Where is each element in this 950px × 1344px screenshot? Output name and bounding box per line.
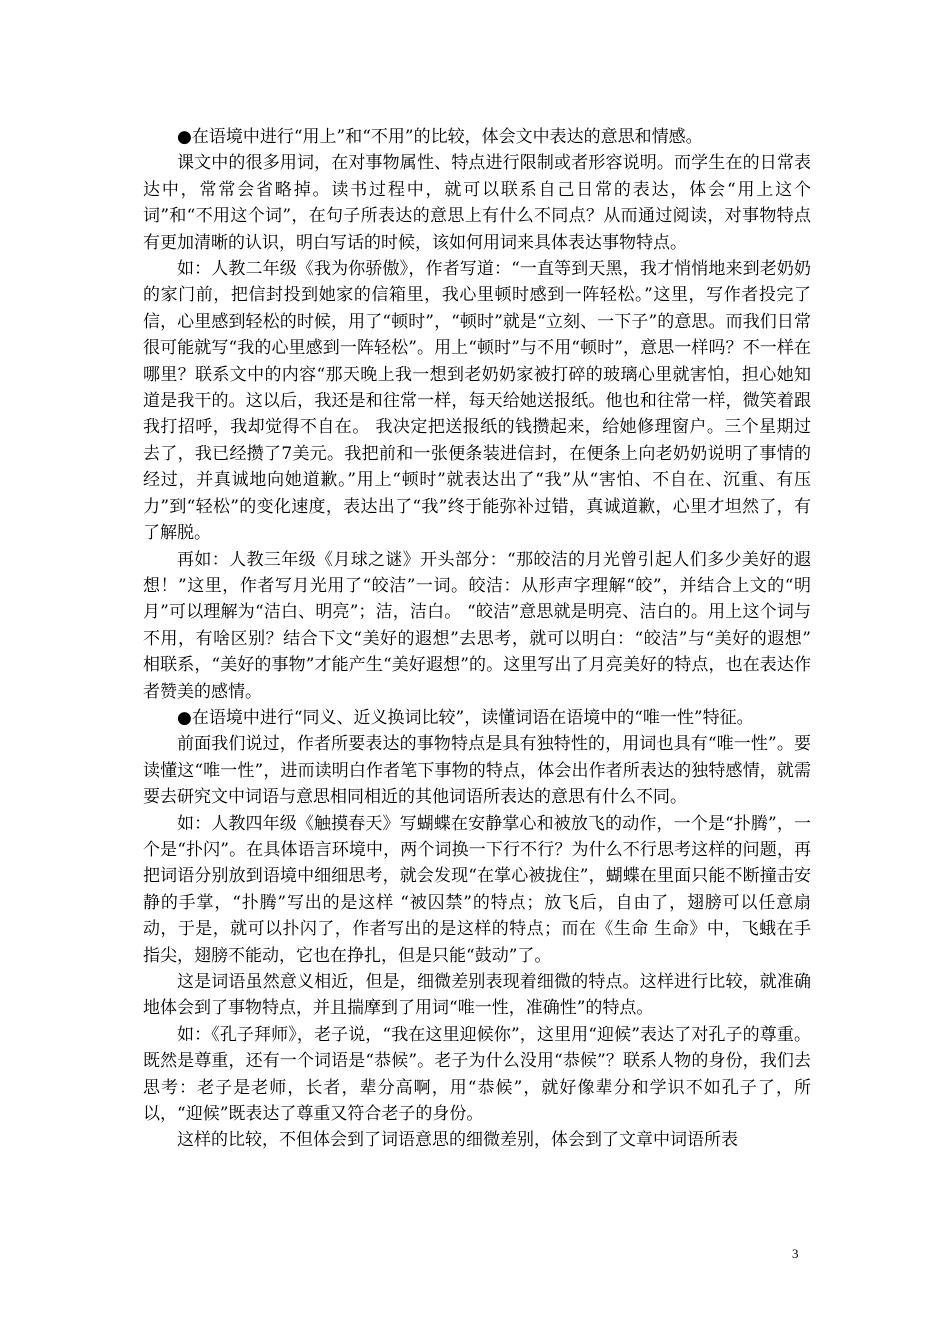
paragraph-10: 这样的比较，不但体会到了词语意思的细微差别，体会到了文章中词语所表 xyxy=(177,1130,738,1151)
paragraph-1: ●在语境中进行“用上”和“不用”的比较，体会文中表达的意思和情感。 xyxy=(177,127,703,147)
paragraph-6: 前面我们说过，作者所要表达的事物特点是具有独特性的，用词也具有“唯一性”。要读懂这“唯一性”，进而读明白作者笔下事物的特点，体会出作者所表达的独特感情，就需要去研究文中词语与意思相同相近的其他词语所表达的意思有什么不同。 xyxy=(143,734,811,808)
page-number: 3 xyxy=(792,1246,799,1261)
paragraph-8: 这是词语虽然意义相近，但是，细微差别表现着细微的特点。这样进行比较，就准确地体会到了事物特点，并且揣摩到了用词“唯一性，准确性”的特点。 xyxy=(143,972,811,1019)
paragraph-7: 如：人教四年级《触摸春天》写蝴蝶在安静掌心和被放飞的动作，一个是“扑腾”，一个是“扑闪”。在具体语言环境中，两个词换一下行不行？为什么不行思考这样的问题，再把词语分别放到语境中细细思考，就会发现“在掌心被拢住”，蝴蝶在里面只能不断撞击安静的手掌，“扑腾”写出的是这样 “被囚禁”的特点；放飞后，自由了，翅膀可以任意扇动，于是，就可以扑闪了，作者写出的是这样的特点；而在《生命 生命》中，飞蛾在手指尖，翅膀不能动，它也在挣扎，但是只能“鼓动”了。 xyxy=(143,813,811,966)
paragraph-5: ●在语境中进行“同义、近义换词比较”，读懂词语在语境中的“唯一性”特征。 xyxy=(177,707,754,728)
paragraph-9: 如：《孔子拜师》，老子说，“我在这里迎候你”，这里用“迎候”表达了对孔子的尊重。既然是尊重，还有一个词语是“恭候”。老子为什么没用“恭候”？联系人物的身份，我们去思考：老子是老师，长者，辈分高啊，用“恭候”，就好像辈分和学识不如孔子了，所以，“迎候”既表达了尊重又符合老子的身份。 xyxy=(143,1024,811,1125)
paragraph-2: 课文中的很多用词，在对事物属性、特点进行限制或者形容说明。而学生在的日常表达中，常常会省略掉。读书过程中，就可以联系自己日常的表达，体会“用上这个词”和“不用这个词”，在句子所表达的意思上有什么不同点？从而通过阅读，对事物特点有更加清晰的认识，明白写话的时候，该如何用词来具体表达事物特点。 xyxy=(143,153,811,253)
paragraph-3: 如：人教二年级《我为你骄傲》，作者写道：“一直等到天黑，我才悄悄地来到老奶奶的家门前，把信封投到她家的信箱里，我心里顿时感到一阵轻松。”这里，写作者投完了信，心里感到轻松的时候，用了“顿时”，“顿时”就是“立刻、一下子”的意思。而我们日常很可能就写“我的心里感到一阵轻松”。用上“顿时”与不用“顿时”，意思一样吗？不一样在哪里？联系文中的内容“那天晚上我一想到老奶奶家被打碎的玻璃心里就害怕，担心她知道是我干的。这以后，我还是和往常一样，每天给她送报纸。他也和往常一样，微笑着跟我打招呼，我却觉得不自在。 我决定把送报纸的钱攒起来，给她修理窗户。三个星期过去了，我已经攒了7美元。我把前和一张便条装进信封，在便条上向老奶奶说明了事情的经过，并真诚地向她道歉。”用上“顿时”就表达出了“我”从“害怕、不自在、沉重、有压力”到“轻松”的变化速度，表达出了“我”终于能弥补过错，真诚道歉，心里才坦然了，有了解脱。 xyxy=(143,259,811,544)
paragraph-4: 再如：人教三年级《月球之谜》开头部分：“那皎洁的月光曾引起人们多少美好的遐想！”这里，作者写月光用了“皎洁”一词。皎洁：从形声字理解“皎”，并结合上文的“明月”可以理解为“洁白、明亮”；洁，洁白。 “皎洁”意思就是明亮、洁白的。用上这个词与不用，有啥区别？结合下文“美好的遐想”去思考，就可以明白：“皎洁”与“美好的遐想” 相联系，“美好的事物”才能产生“美好遐想”的。这里写出了月亮美好的特点，也在表达作者赞美的感情。 xyxy=(143,549,811,702)
body-text xyxy=(143,124,811,1154)
